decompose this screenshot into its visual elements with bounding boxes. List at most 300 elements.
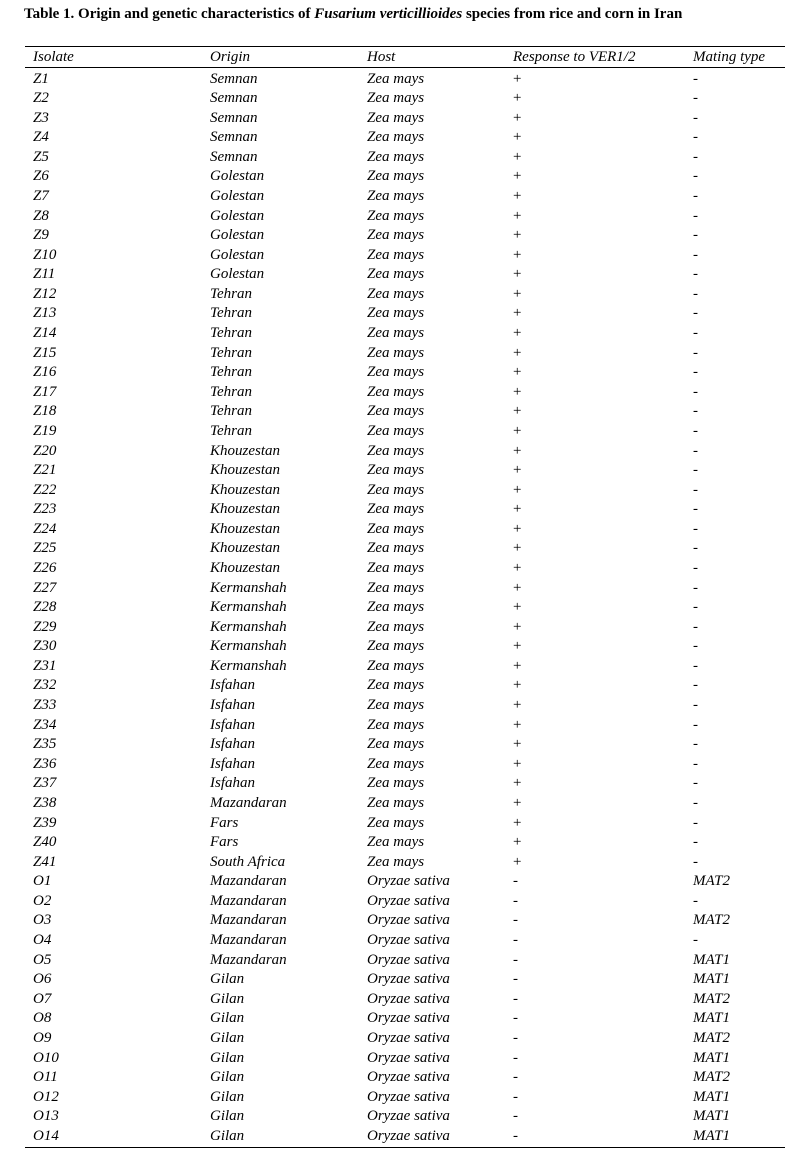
cell-origin: Khouzestan: [210, 481, 281, 498]
table-row: [25, 833, 785, 853]
cell-response: +: [513, 657, 522, 674]
cell-response: -: [513, 892, 518, 909]
table-row: [25, 285, 785, 305]
cell-mating-type: MAT2: [693, 990, 730, 1007]
cell-isolate: Z9: [33, 227, 49, 244]
cell-host: Zea mays: [367, 618, 425, 635]
header-origin: Origin: [210, 49, 251, 65]
table-row: [25, 931, 785, 951]
cell-host: Zea mays: [367, 344, 425, 361]
table-row: [25, 363, 785, 383]
table-row: [25, 344, 785, 364]
cell-isolate: Z22: [33, 481, 57, 498]
cell-response: +: [513, 305, 522, 322]
cell-host: Oryzae sativa: [367, 951, 450, 968]
cell-mating-type: MAT1: [693, 1010, 730, 1027]
cell-response: +: [513, 560, 522, 576]
cell-host: Zea mays: [367, 364, 425, 381]
table-row: [25, 1068, 785, 1088]
table-row: [25, 109, 785, 129]
cell-mating-type: -: [693, 364, 698, 381]
cell-origin: Kermanshah: [210, 638, 287, 655]
cell-host: Oryzae sativa: [367, 990, 450, 1007]
cell-mating-type: -: [693, 520, 698, 537]
cell-isolate: Z28: [33, 599, 57, 616]
cell-isolate: Z2: [33, 90, 49, 107]
cell-host: Oryzae sativa: [367, 971, 450, 988]
cell-mating-type: -: [693, 716, 698, 733]
cell-origin: Gilan: [210, 971, 245, 988]
cell-mating-type: -: [693, 560, 698, 576]
cell-origin: Isfahan: [210, 755, 255, 772]
cell-origin: Golestan: [210, 246, 265, 263]
cell-response: +: [513, 90, 522, 107]
cell-origin: Khouzestan: [210, 560, 281, 576]
cell-mating-type: -: [693, 540, 698, 557]
cell-host: Zea mays: [367, 305, 425, 322]
cell-isolate: Z34: [33, 716, 57, 733]
table-row: [25, 442, 785, 462]
cell-host: Zea mays: [367, 481, 425, 498]
table-row: [25, 579, 785, 599]
cell-origin: Kermanshah: [210, 579, 287, 596]
cell-origin: South Africa: [210, 853, 286, 870]
cell-isolate: Z14: [33, 325, 57, 342]
cell-origin: Isfahan: [210, 736, 255, 753]
cell-response: +: [513, 736, 522, 753]
cell-response: +: [513, 325, 522, 342]
table-row: [25, 990, 785, 1010]
cell-mating-type: -: [693, 325, 698, 342]
cell-response: +: [513, 207, 522, 224]
table-row: [25, 716, 785, 736]
cell-isolate: O4: [33, 932, 52, 949]
table-row: [25, 402, 785, 422]
cell-isolate: Z6: [33, 168, 49, 185]
cell-response: +: [513, 403, 522, 420]
cell-mating-type: -: [693, 70, 698, 87]
cell-response: +: [513, 383, 522, 400]
cell-mating-type: MAT2: [693, 912, 730, 929]
header-rule: [25, 67, 785, 68]
cell-origin: Isfahan: [210, 677, 255, 694]
cell-isolate: Z10: [33, 246, 57, 263]
cell-host: Zea mays: [367, 207, 425, 224]
cell-isolate: Z5: [33, 148, 49, 165]
cell-mating-type: -: [693, 442, 698, 459]
cell-isolate: Z7: [33, 187, 49, 204]
header-isolate: Isolate: [33, 49, 74, 65]
cell-response: +: [513, 540, 522, 557]
cell-host: Zea mays: [367, 325, 425, 342]
cell-isolate: O9: [33, 1029, 52, 1046]
cell-mating-type: MAT1: [693, 1088, 730, 1105]
table-row: [25, 911, 785, 931]
table-row: [25, 500, 785, 520]
cell-host: Zea mays: [367, 579, 425, 596]
cell-isolate: O12: [33, 1088, 59, 1105]
cell-host: Zea mays: [367, 227, 425, 244]
cell-mating-type: -: [693, 814, 698, 831]
cell-host: Oryzae sativa: [367, 932, 450, 949]
cell-origin: Golestan: [210, 266, 265, 283]
cell-response: +: [513, 501, 522, 518]
cell-isolate: Z29: [33, 618, 57, 635]
table-row: [25, 853, 785, 873]
cell-origin: Tehran: [210, 285, 252, 302]
table-row: [25, 1127, 785, 1147]
cell-response: +: [513, 227, 522, 244]
cell-response: +: [513, 462, 522, 479]
table-row: [25, 70, 785, 90]
cell-mating-type: -: [693, 129, 698, 146]
cell-mating-type: -: [693, 755, 698, 772]
cell-host: Zea mays: [367, 383, 425, 400]
cell-mating-type: MAT1: [693, 971, 730, 988]
cell-host: Zea mays: [367, 70, 425, 87]
cell-response: +: [513, 187, 522, 204]
cell-mating-type: MAT1: [693, 1127, 730, 1144]
cell-origin: Tehran: [210, 325, 252, 342]
table-row: [25, 1088, 785, 1108]
cell-isolate: O14: [33, 1127, 59, 1144]
cell-origin: Gilan: [210, 990, 245, 1007]
cell-isolate: O5: [33, 951, 52, 968]
cell-response: -: [513, 1049, 518, 1066]
cell-origin: Tehran: [210, 422, 252, 439]
table-row: [25, 676, 785, 696]
table-row: [25, 872, 785, 892]
cell-host: Oryzae sativa: [367, 1029, 450, 1046]
cell-origin: Tehran: [210, 383, 252, 400]
cell-origin: Semnan: [210, 129, 258, 146]
cell-response: -: [513, 1108, 518, 1125]
table-row: [25, 304, 785, 324]
table-row: [25, 128, 785, 148]
cell-response: +: [513, 442, 522, 459]
cell-isolate: Z18: [33, 403, 57, 420]
cell-isolate: Z31: [33, 657, 57, 674]
bottom-rule: [25, 1147, 785, 1148]
table-title: [24, 6, 784, 23]
cell-mating-type: MAT1: [693, 951, 730, 968]
table-row: [25, 539, 785, 559]
cell-origin: Gilan: [210, 1069, 245, 1086]
cell-host: Zea mays: [367, 266, 425, 283]
cell-isolate: Z21: [33, 462, 57, 479]
cell-host: Oryzae sativa: [367, 1049, 450, 1066]
cell-mating-type: -: [693, 344, 698, 361]
cell-mating-type: -: [693, 285, 698, 302]
cell-response: +: [513, 697, 522, 714]
cell-origin: Gilan: [210, 1029, 245, 1046]
table-row: [25, 187, 785, 207]
cell-isolate: Z15: [33, 344, 57, 361]
cell-origin: Tehran: [210, 305, 252, 322]
cell-isolate: Z13: [33, 305, 57, 322]
cell-mating-type: -: [693, 227, 698, 244]
table-header: [25, 48, 785, 68]
cell-mating-type: -: [693, 168, 698, 185]
cell-mating-type: -: [693, 383, 698, 400]
title-prefix: Table 1. Origin and genetic characteristics of: [24, 6, 315, 22]
cell-isolate: O1: [33, 873, 52, 890]
cell-origin: Gilan: [210, 1108, 245, 1125]
cell-host: Zea mays: [367, 697, 425, 714]
cell-isolate: Z23: [33, 501, 57, 518]
cell-response: +: [513, 599, 522, 616]
cell-isolate: O10: [33, 1049, 59, 1066]
cell-isolate: Z12: [33, 285, 57, 302]
table-row: [25, 794, 785, 814]
cell-host: Zea mays: [367, 520, 425, 537]
cell-origin: Golestan: [210, 207, 265, 224]
table-row: [25, 167, 785, 187]
cell-origin: Golestan: [210, 227, 265, 244]
cell-host: Zea mays: [367, 560, 425, 576]
header-response: Response to VER1/2: [513, 49, 636, 65]
cell-host: Zea mays: [367, 794, 425, 811]
cell-mating-type: -: [693, 266, 698, 283]
cell-origin: Tehran: [210, 344, 252, 361]
cell-isolate: Z20: [33, 442, 57, 459]
cell-response: +: [513, 266, 522, 283]
cell-host: Zea mays: [367, 755, 425, 772]
title-species: Fusarium verticillioides: [314, 6, 463, 22]
cell-isolate: Z26: [33, 560, 57, 576]
cell-response: +: [513, 168, 522, 185]
cell-origin: Golestan: [210, 187, 265, 204]
cell-response: +: [513, 755, 522, 772]
cell-origin: Kermanshah: [210, 657, 287, 674]
table-row: [25, 461, 785, 481]
cell-host: Oryzae sativa: [367, 912, 450, 929]
cell-host: Zea mays: [367, 853, 425, 870]
cell-isolate: O11: [33, 1069, 58, 1086]
cell-host: Zea mays: [367, 109, 425, 126]
cell-response: +: [513, 579, 522, 596]
cell-mating-type: -: [693, 422, 698, 439]
table-row: [25, 520, 785, 540]
cell-response: +: [513, 246, 522, 263]
cell-mating-type: -: [693, 697, 698, 714]
cell-isolate: Z27: [33, 579, 57, 596]
cell-response: +: [513, 814, 522, 831]
table-row: [25, 598, 785, 618]
cell-response: +: [513, 70, 522, 87]
cell-host: Zea mays: [367, 129, 425, 146]
cell-host: Zea mays: [367, 716, 425, 733]
cell-origin: Fars: [210, 834, 239, 851]
cell-origin: Mazandaran: [210, 932, 287, 949]
cell-mating-type: -: [693, 618, 698, 635]
cell-isolate: Z16: [33, 364, 57, 381]
cell-mating-type: -: [693, 90, 698, 107]
cell-response: -: [513, 990, 518, 1007]
cell-isolate: O13: [33, 1108, 59, 1125]
cell-origin: Kermanshah: [210, 599, 287, 616]
cell-host: Zea mays: [367, 442, 425, 459]
cell-response: +: [513, 775, 522, 792]
cell-host: Zea mays: [367, 168, 425, 185]
cell-response: -: [513, 1127, 518, 1144]
cell-host: Zea mays: [367, 422, 425, 439]
cell-origin: Isfahan: [210, 716, 255, 733]
cell-host: Oryzae sativa: [367, 1010, 450, 1027]
table-row: [25, 226, 785, 246]
cell-origin: Fars: [210, 814, 239, 831]
cell-mating-type: -: [693, 599, 698, 616]
cell-response: +: [513, 853, 522, 870]
table-row: [25, 951, 785, 971]
cell-isolate: Z4: [33, 129, 49, 146]
cell-mating-type: -: [693, 677, 698, 694]
cell-mating-type: -: [693, 246, 698, 263]
cell-origin: Khouzestan: [210, 462, 281, 479]
cell-isolate: Z8: [33, 207, 49, 224]
cell-origin: Mazandaran: [210, 892, 287, 909]
cell-host: Oryzae sativa: [367, 892, 450, 909]
table-row: [25, 657, 785, 677]
cell-mating-type: -: [693, 481, 698, 498]
cell-origin: Gilan: [210, 1010, 245, 1027]
cell-isolate: Z39: [33, 814, 57, 831]
cell-host: Zea mays: [367, 814, 425, 831]
cell-host: Zea mays: [367, 657, 425, 674]
cell-origin: Gilan: [210, 1127, 245, 1144]
table-row: [25, 1107, 785, 1127]
cell-mating-type: -: [693, 657, 698, 674]
cell-mating-type: -: [693, 638, 698, 655]
table-row: [25, 755, 785, 775]
cell-host: Zea mays: [367, 148, 425, 165]
table-row: [25, 696, 785, 716]
cell-response: +: [513, 638, 522, 655]
table-row: [25, 735, 785, 755]
cell-isolate: Z19: [33, 422, 57, 439]
cell-host: Oryzae sativa: [367, 1108, 450, 1125]
cell-mating-type: -: [693, 775, 698, 792]
cell-isolate: Z32: [33, 677, 57, 694]
cell-origin: Isfahan: [210, 775, 255, 792]
cell-origin: Semnan: [210, 70, 258, 87]
cell-origin: Khouzestan: [210, 442, 281, 459]
cell-mating-type: -: [693, 892, 698, 909]
cell-mating-type: -: [693, 834, 698, 851]
cell-mating-type: -: [693, 148, 698, 165]
cell-response: +: [513, 677, 522, 694]
cell-mating-type: -: [693, 932, 698, 949]
cell-isolate: Z33: [33, 697, 57, 714]
cell-response: +: [513, 834, 522, 851]
cell-host: Oryzae sativa: [367, 1088, 450, 1105]
cell-origin: Golestan: [210, 168, 265, 185]
cell-origin: Semnan: [210, 90, 258, 107]
cell-mating-type: -: [693, 207, 698, 224]
table-row: [25, 422, 785, 442]
cell-origin: Mazandaran: [210, 912, 287, 929]
cell-origin: Kermanshah: [210, 618, 287, 635]
cell-response: +: [513, 716, 522, 733]
cell-isolate: O6: [33, 971, 52, 988]
cell-response: -: [513, 1088, 518, 1105]
cell-response: +: [513, 129, 522, 146]
cell-response: +: [513, 794, 522, 811]
cell-mating-type: -: [693, 403, 698, 420]
cell-mating-type: -: [693, 187, 698, 204]
cell-host: Zea mays: [367, 638, 425, 655]
cell-origin: Tehran: [210, 364, 252, 381]
cell-host: Zea mays: [367, 775, 425, 792]
cell-response: +: [513, 285, 522, 302]
cell-response: +: [513, 148, 522, 165]
table-row: [25, 892, 785, 912]
cell-mating-type: MAT2: [693, 1069, 730, 1086]
cell-isolate: O2: [33, 892, 52, 909]
cell-origin: Semnan: [210, 148, 258, 165]
cell-isolate: Z1: [33, 70, 49, 87]
table-row: [25, 148, 785, 168]
cell-host: Oryzae sativa: [367, 873, 450, 890]
cell-response: -: [513, 932, 518, 949]
table-row: [25, 970, 785, 990]
cell-host: Oryzae sativa: [367, 1069, 450, 1086]
table-row: [25, 637, 785, 657]
cell-response: -: [513, 912, 518, 929]
cell-response: +: [513, 422, 522, 439]
cell-response: +: [513, 481, 522, 498]
top-rule: [25, 46, 785, 47]
table-row: [25, 1009, 785, 1029]
cell-mating-type: -: [693, 736, 698, 753]
table-row: [25, 1049, 785, 1069]
table-row: [25, 481, 785, 501]
header-mating-type: Mating type: [693, 49, 766, 65]
cell-origin: Tehran: [210, 403, 252, 420]
cell-isolate: Z36: [33, 755, 57, 772]
cell-isolate: Z25: [33, 540, 57, 557]
cell-mating-type: -: [693, 579, 698, 596]
table-row: [25, 1029, 785, 1049]
cell-host: Zea mays: [367, 462, 425, 479]
cell-host: Zea mays: [367, 403, 425, 420]
cell-response: -: [513, 1069, 518, 1086]
cell-isolate: O3: [33, 912, 52, 929]
cell-response: +: [513, 344, 522, 361]
table-row: [25, 265, 785, 285]
cell-isolate: Z37: [33, 775, 57, 792]
cell-mating-type: -: [693, 853, 698, 870]
header-host: Host: [367, 49, 396, 65]
cell-origin: Khouzestan: [210, 540, 281, 557]
table-row: [25, 774, 785, 794]
cell-response: -: [513, 873, 518, 890]
cell-origin: Gilan: [210, 1049, 245, 1066]
cell-host: Zea mays: [367, 90, 425, 107]
table-row: [25, 89, 785, 109]
cell-origin: Khouzestan: [210, 501, 281, 518]
cell-mating-type: -: [693, 501, 698, 518]
cell-host: Zea mays: [367, 246, 425, 263]
cell-isolate: Z11: [33, 266, 56, 283]
cell-host: Zea mays: [367, 834, 425, 851]
cell-response: -: [513, 971, 518, 988]
table-row: [25, 207, 785, 227]
cell-mating-type: -: [693, 305, 698, 322]
table-row: [25, 246, 785, 266]
cell-isolate: Z35: [33, 736, 57, 753]
cell-mating-type: MAT1: [693, 1049, 730, 1066]
